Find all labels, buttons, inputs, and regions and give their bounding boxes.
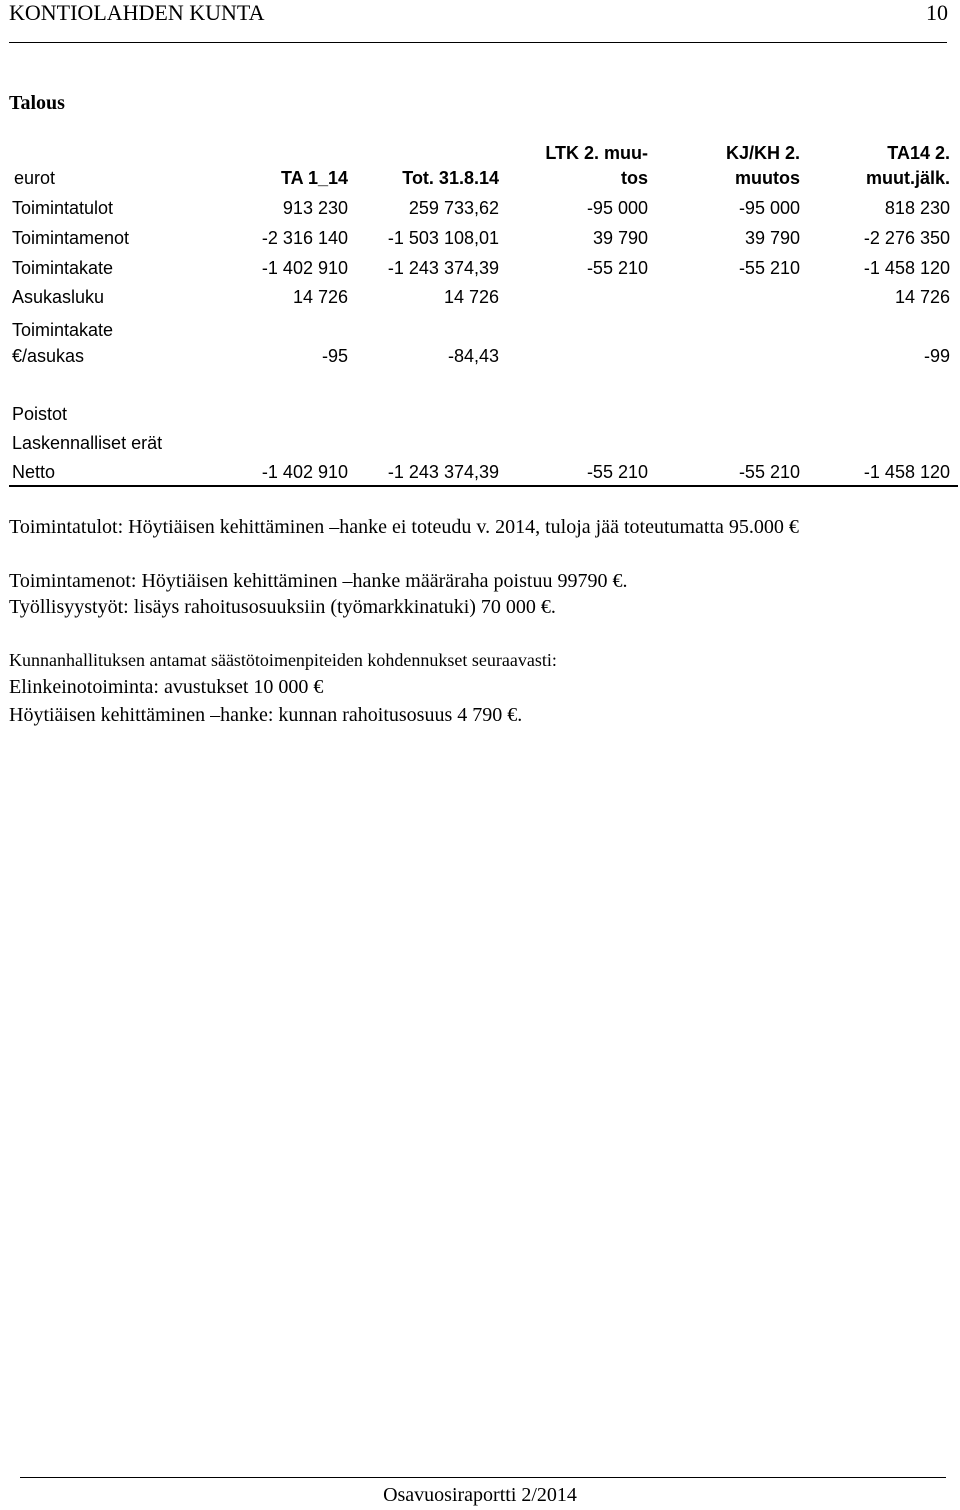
column-header-ta14-line1: TA14 2. — [887, 143, 950, 163]
row-label: Poistot — [12, 404, 68, 424]
cell: -1 458 120 — [863, 462, 950, 482]
cell: -1 503 108,01 — [387, 228, 499, 248]
cell: -95 — [321, 346, 348, 366]
cell: 14 726 — [443, 287, 499, 307]
cell: 14 726 — [292, 287, 348, 307]
savings-item: Elinkeinotoiminta: avustukset 10 000 € — [9, 676, 324, 698]
cell: -2 276 350 — [863, 228, 950, 248]
column-header-ltk-line2: tos — [621, 168, 648, 188]
cell: 259 733,62 — [408, 198, 499, 218]
column-header-ltk-line1: LTK 2. muu- — [545, 143, 648, 163]
note-toimintatulot: Toimintatulot: Höytiäisen kehittäminen –hanke ei toteudu v. 2014, tuloja jää toteutumatta 95.000 € — [9, 516, 799, 538]
cell: -1 243 374,39 — [387, 258, 499, 278]
row-label: Asukasluku — [12, 287, 105, 307]
cell: 39 790 — [744, 228, 800, 248]
row-label: Toimintakate — [12, 258, 114, 278]
column-header-kjkh-line1: KJ/KH 2. — [725, 143, 800, 163]
row-label-line2: €/asukas — [12, 346, 85, 366]
cell: -1 458 120 — [863, 258, 950, 278]
note-tyollisyystyot: Työllisyystyöt: lisäys rahoitusosuuksiin (työmarkkinatuki) 70 000 €. — [9, 596, 556, 618]
cell: -1 402 910 — [261, 462, 348, 482]
cell: -95 000 — [586, 198, 648, 218]
column-header-ta-1-14: TA 1_14 — [280, 168, 348, 188]
savings-item: Höytiäisen kehittäminen –hanke: kunnan rahoitusosuus 4 790 €. — [9, 704, 523, 726]
row-label: Laskennalliset erät — [12, 433, 163, 453]
row-label: Toimintatulot — [12, 198, 114, 218]
organization-name: KONTIOLAHDEN KUNTA — [9, 0, 265, 25]
cell: -1 402 910 — [261, 258, 348, 278]
section-title: Talous — [9, 92, 65, 114]
cell: -99 — [923, 346, 950, 366]
cell: -84,43 — [447, 346, 499, 366]
footer-divider — [20, 1477, 946, 1478]
cell: 818 230 — [884, 198, 950, 218]
column-header-tot-31-8-14: Tot. 31.8.14 — [402, 168, 499, 188]
row-label: Toimintamenot — [12, 228, 130, 248]
table-bottom-rule — [9, 485, 958, 487]
column-header-eurot: eurot — [14, 168, 56, 188]
savings-heading: Kunnanhallituksen antamat säästötoimenpiteiden kohdennukset seuraavasti: — [9, 650, 557, 670]
cell: -55 210 — [738, 462, 800, 482]
page-number: 10 — [926, 0, 948, 25]
cell: 14 726 — [894, 287, 950, 307]
cell: -95 000 — [738, 198, 800, 218]
row-label: Netto — [12, 462, 56, 482]
cell: -55 210 — [738, 258, 800, 278]
column-header-ta14-line2: muut.jälk. — [865, 168, 950, 188]
cell: -55 210 — [586, 258, 648, 278]
cell: 913 230 — [282, 198, 348, 218]
header-divider — [9, 42, 947, 43]
cell: -55 210 — [586, 462, 648, 482]
note-toimintamenot: Toimintamenot: Höytiäisen kehittäminen –hanke määräraha poistuu 99790 €. — [9, 570, 628, 592]
cell: 39 790 — [592, 228, 648, 248]
footer-title: Osavuosiraportti 2/2014 — [383, 1484, 577, 1506]
cell: -2 316 140 — [261, 228, 348, 248]
column-header-kjkh-line2: muutos — [735, 168, 800, 188]
cell: -1 243 374,39 — [387, 462, 499, 482]
row-label: Toimintakate — [12, 320, 114, 340]
